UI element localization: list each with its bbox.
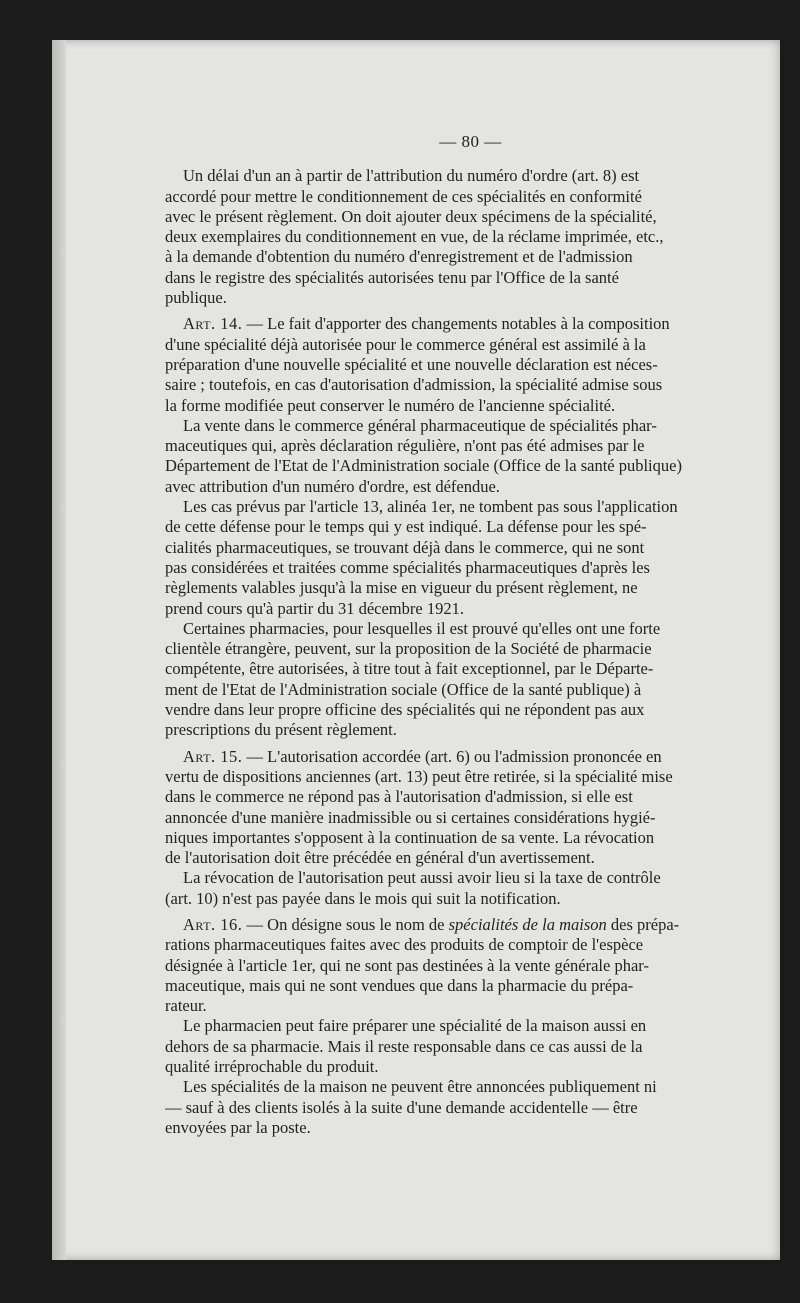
text-line: rateur.: [165, 996, 207, 1016]
text-line: accordé pour mettre le conditionnement de ces spécialités en conformité: [165, 186, 642, 206]
text-line: la forme modifiée peut conserver le numéro de l'ancienne spécialité.: [165, 395, 616, 415]
text-line: avec le présent règlement. On doit ajouter deux spécimens de la spécialité,: [165, 206, 657, 226]
article-number: Art. 15.: [183, 746, 243, 766]
article-paragraph: [165, 747, 752, 869]
text-span: — On désigne sous le nom de: [242, 914, 449, 934]
article-number: Art. 16.: [183, 914, 243, 934]
paragraph: [165, 868, 752, 909]
text-line: rations pharmaceutiques faites avec des produits de comptoir de l'espèce: [165, 935, 644, 955]
text-line: niques importantes s'opposent à la continuation de sa vente. La révocation: [165, 827, 655, 847]
text-line: dans le commerce ne répond pas à l'autorisation d'admission, si elle est: [165, 787, 633, 807]
text-line: de l'autorisation doit être précédée en général d'un avertissement.: [165, 848, 595, 868]
text-line: dans le registre des spécialités autorisées tenu par l'Office de la santé: [165, 267, 619, 287]
page-binding-edge: [52, 40, 66, 1260]
text-line: désignée à l'article 1er, qui ne sont pas destinées à la vente générale phar-: [165, 955, 649, 975]
text-line: cialités pharmaceutiques, se trouvant déjà dans le commerce, qui ne sont: [165, 537, 645, 557]
article-number: Art. 14.: [183, 314, 243, 334]
text-line: — L'autorisation accordée (art. 6) ou l'admission prononcée en: [242, 746, 662, 766]
article-paragraph: [165, 915, 752, 1016]
text-line: Les cas prévus par l'article 13, alinéa 1er, ne tombent pas sous l'application: [183, 497, 678, 517]
text-line: (art. 10) n'est pas payée dans le mois qui suit la notification.: [165, 888, 561, 908]
text-span: des prépa-: [606, 914, 680, 934]
text-line: vertu de dispositions anciennes (art. 13) peut être retirée, si la spécialité mise: [165, 766, 673, 786]
text-line: préparation d'une nouvelle spécialité et une nouvelle déclaration est néces-: [165, 354, 658, 374]
paragraph: [165, 1016, 752, 1077]
paragraph: [165, 619, 752, 741]
text-line: de cette défense pour le temps qui y est indiqué. La défense pour les spé-: [165, 517, 647, 537]
text-line: Un délai d'un an à partir de l'attribution du numéro d'ordre (art. 8) est: [183, 166, 640, 186]
paragraph: [165, 166, 752, 308]
text-line: ment de l'Etat de l'Administration sociale (Office de la santé publique) à: [165, 679, 642, 699]
text-line: La vente dans le commerce général pharmaceutique de spécialités phar-: [183, 415, 657, 435]
text-line: prend cours qu'à partir du 31 décembre 1921.: [165, 598, 464, 618]
text-line: Le pharmacien peut faire préparer une spécialité de la maison aussi en: [183, 1016, 647, 1036]
text-line: envoyées par la poste.: [165, 1117, 311, 1137]
text-line: prescriptions du présent règlement.: [165, 720, 397, 740]
text-line: publique.: [165, 288, 227, 308]
paragraph: [165, 497, 752, 619]
text-line: Certaines pharmacies, pour lesquelles il est prouvé qu'elles ont une forte: [183, 618, 661, 638]
page-text: [165, 132, 752, 1138]
italic-term: spécialités de la maison: [448, 914, 607, 934]
text-line: La révocation de l'autorisation peut aussi avoir lieu si la taxe de contrôle: [183, 868, 661, 888]
text-line: — sauf à des clients isolés à la suite d'une demande accidentelle — être: [165, 1097, 638, 1117]
text-line: Département de l'Etat de l'Administration sociale (Office de la santé publique): [165, 456, 682, 476]
text-line: pas considérées et traitées comme spécialités pharmaceutiques d'après les: [165, 557, 650, 577]
text-line: maceutique, mais qui ne sont vendues que dans la pharmacie du prépa-: [165, 975, 634, 995]
text-line: maceutiques qui, après déclaration régulière, n'ont pas été admises par le: [165, 436, 645, 456]
paragraph: [165, 416, 752, 497]
text-line: à la demande d'obtention du numéro d'enregistrement et de l'admission: [165, 247, 633, 267]
text-line: saire ; toutefois, en cas d'autorisation d'admission, la spécialité admise sous: [165, 375, 663, 395]
page-number: — 80 —: [439, 132, 502, 151]
text-line: — Le fait d'apporter des changements notables à la composition: [242, 314, 670, 334]
text-line: clientèle étrangère, peuvent, sur la proposition de la Société de pharmacie: [165, 639, 652, 659]
article-paragraph: [165, 314, 752, 415]
text-line: annoncée d'une manière inadmissible ou si certaines considérations hygié-: [165, 807, 656, 827]
text-line: vendre dans leur propre officine des spécialités qui ne répondent pas aux: [165, 700, 645, 720]
paragraph: [165, 1077, 752, 1138]
text-line: dehors de sa pharmacie. Mais il reste responsable dans ce cas aussi de la: [165, 1036, 643, 1056]
text-line: Les spécialités de la maison ne peuvent être annoncées publiquement ni: [183, 1077, 657, 1097]
text-line: avec attribution d'un numéro d'ordre, est défendue.: [165, 476, 500, 496]
text-line: règlements valables jusqu'à la mise en vigueur du présent règlement, ne: [165, 578, 638, 598]
text-line: d'une spécialité déjà autorisée pour le commerce général est assimilé à la: [165, 334, 646, 354]
text-line: deux exemplaires du conditionnement en vue, de la réclame imprimée, etc.,: [165, 227, 664, 247]
text-line: compétente, être autorisées, à titre tout à fait exceptionnel, par le Départe-: [165, 659, 654, 679]
text-line: qualité irréprochable du produit.: [165, 1057, 379, 1077]
